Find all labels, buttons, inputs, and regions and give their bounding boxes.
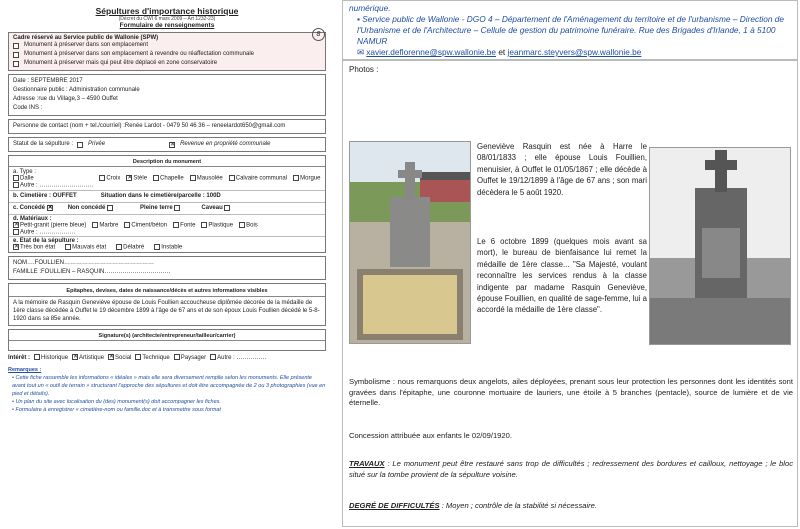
reserved-box [8,32,326,71]
symbolisme: Symbolisme : nous remarquons deux angelots, ailes déployées, prenant sous leur protection les personnes dont les identités sont gravées dans l'épitaphe, une couronne mortuaire de lauriers, une étoile à 5 branches (pentacle), source de lumière et de vie éternelle. [349,377,793,408]
checkbox-checked-icon[interactable]: ✕ [170,141,176,148]
type-option[interactable]: Croix [99,175,120,182]
description-header: Description du monument [9,158,325,167]
checkbox-icon[interactable] [77,142,83,148]
checkbox-icon[interactable] [13,52,19,58]
type-option[interactable]: ✕Stèle [127,175,148,182]
checkbox-icon[interactable] [13,61,19,67]
type-options [13,175,321,188]
type-label: a. Type : [13,169,36,175]
cimetiere-row: b. Cimetière : OUFFET Situation dans le cimetière/parcelle : 100D [9,190,325,202]
contact-person: Personne de contact (nom + tel./courriel) :Renée Lardot - 0479 50 46 36 – reneelardot650@gmail.com [13,123,286,129]
materiaux-section: d. Matériaux : ✕Petit-granit (pierre bleue) Marbre Ciment/béton Fonte Plastique Bois Autre : ……………… [9,214,325,236]
photos-label: Photos : [349,65,379,74]
contact-box [8,119,326,134]
type-option[interactable]: Chapelle [153,175,184,182]
epitaph-header: Epitaphes, devises, dates de naissance/décès et autres informations visibles [9,286,325,297]
concession-row: c. Concédé ✕ Non concédé Pleine terre Caveau [9,202,325,214]
contact-bar: numérique. ▪ Service public de Wallonie - DGO 4 – Département de l'Aménagement du territoire et de l'urbanisme – Direction de l'Urbanisme et de l'Architecture – Cellule de gestion du patrimoine funéraire. Rue des Brigades d'Irlande, 1 à 5100 NAMUR ✉ xavier.deflorenne@spw.wallonie.be et jeanmarc.steyvers@spw.wallonie.be [342,0,798,60]
spw-address: ▪ Service public de Wallonie - DGO 4 – Département de l'Aménagement du territoire et de l'urbanisme – Direction de l'Urbanisme et de l'Architecture – Cellule de gestion du patrimoine funéraire. Rue des Brigades d'Irlande, 1 à 5100 NAMUR [357,14,785,46]
page-number: 8 [312,28,325,41]
checkbox-icon[interactable] [13,43,19,49]
reserved-option[interactable]: Monument à préserver mais qui peut être déplacé en zone conservatoire [13,59,321,68]
type-option[interactable]: Dalle [13,175,93,182]
email-link-2[interactable]: jeanmarc.steyvers@spw.wallonie.be [507,47,642,57]
type-option[interactable]: Autre : ……………………… [13,182,93,189]
famille: FAMILLE :FOULLIEN – RASQUIN…………………………… [13,268,171,275]
signature-header: Signature(s) (architecte/entrepreneur/tailleur/carrier) [9,332,325,341]
reserved-title: Cadre réservé au Service public de Wallonie (SPW) [13,35,159,41]
decree: (Décret du CWI 6 mars 2009 – Art 1232-23) [118,16,216,22]
reserved-option[interactable]: Monument à préserver dans son emplacement [13,41,321,50]
concession-note: Concession attribuée aux enfants le 02/09/1920. [349,431,512,440]
grave-photo-2 [649,147,791,345]
degre: DEGRÉ DE DIFFICULTÉS : Moyen ; contrôle de la stabilité si nécessaire. [349,501,598,510]
photos-page [342,60,798,527]
etat-section: e. Etat de la sépulture : ✕Très bon état Mauvais état Délabré Instable [9,236,325,252]
remark-item: • Un plan du site avec localisation du (des) monument(s) doit accompagner les fiches. [12,398,326,406]
mail-icon: ✉ [357,47,364,57]
form-title: Sépultures d'importance historique [95,6,239,16]
remarques: Remarques : • Cette fiche rassemble les informations « idéales » mais elle sera diversement remplie selon les monuments. Elle présente avant tout un « outil de terrain » structurant l'approche des sépultures et doit être accompagnée de 2 ou 3 photographies (vue en pied et détails). • Un plan du site avec localisation du (des) monument(s) doit accompagner les fiches. • Formulaire à enregistrer « cimetière-nom ou famille.doc et à transmettre sous format [8,366,326,414]
epitaph-text: A la mémoire de Rasquin Geneviève épouse de Louis Foullien accoucheuse diplômée décorée de la médaille de 1ère classe décédée à Ouffet le 19 décembre 1899 à l'âge de 67 ans et de son époux Louis Foullien décédé le 5-8-1920 dans sa 85e année. [13,299,320,322]
statut-box: Statut de la sépulture : Privée ✕ Revenue en propriété communale [8,137,326,152]
form-subtitle: Formulaire de renseignements [119,22,215,29]
date: Date : SEPTEMBRE 2017 [13,78,83,84]
type-option[interactable]: Mausolée [190,175,223,182]
nom: NOM….FOULLIEN……………………………………… [13,259,155,266]
grave-photo-1 [349,141,471,344]
email-link-1[interactable]: xavier.deflorenne@spw.wallonie.be [366,47,496,57]
remark-item: • Formulaire à enregistrer « cimetière-nom ou famille.doc et à transmettre sous format [12,406,326,414]
interet-row: Intérêt : Historique ✕Artistique ✕Social Technique Paysager Autre : …………… [8,354,267,361]
adresse: Adresse :rue du Village,3 – 4590 Ouffet [13,96,118,102]
travaux: TRAVAUX : Le monument peut être restauré sans trop de difficultés ; redressement des bordures et cailloux, nettoyage ; le bloc situé sur la tombe provient de la sépulture voisine. [349,459,793,479]
reserved-option[interactable]: Monument à préserver dans son emplacement à revendre ou réaffectation communale [13,50,321,59]
epitaph-box [8,283,326,326]
info-box [8,74,326,116]
bio-text: Geneviève Rasquin est née à Harre le 08/01/1833 ; elle épouse Louis Fouillien, menuisier, à Ouffet le 01/05/1867 ; elle décède à Ouffet le 19/12/1899 à l'âge de 67 ans ; son mari décèdera le 5 août 1920. [477,142,647,197]
code-ins: Code INS : [13,105,43,111]
signature-box [8,329,326,351]
nom-box [8,256,326,280]
medal-text: Le 6 octobre 1899 (quelques mois avant sa mort), le bureau de bienfaisance lui remet la médaille de 1ère classe... "Sa Majesté, voulant reconnaître les services rendus à la classe indigente par madame Rasquin Geneviève, épouse Fouillien, en qualité de sage-femme, lui a accordé la médaille de 1ère classe". [477,237,647,315]
description-box [8,155,326,253]
form-page [0,0,334,529]
gestionnaire: Gestionnaire public : Administration communale [13,87,140,93]
type-option[interactable]: Calvaire communal [229,175,287,182]
remark-item: • Cette fiche rassemble les informations « idéales » mais elle sera diversement remplie selon les monuments. Elle présente avant tout un « outil de terrain » structurant l'approche des sépultures et doit être accompagnée de 2 ou 3 photographies (vue en pied et détails). [12,374,326,398]
type-option[interactable]: Morgue [293,175,320,182]
